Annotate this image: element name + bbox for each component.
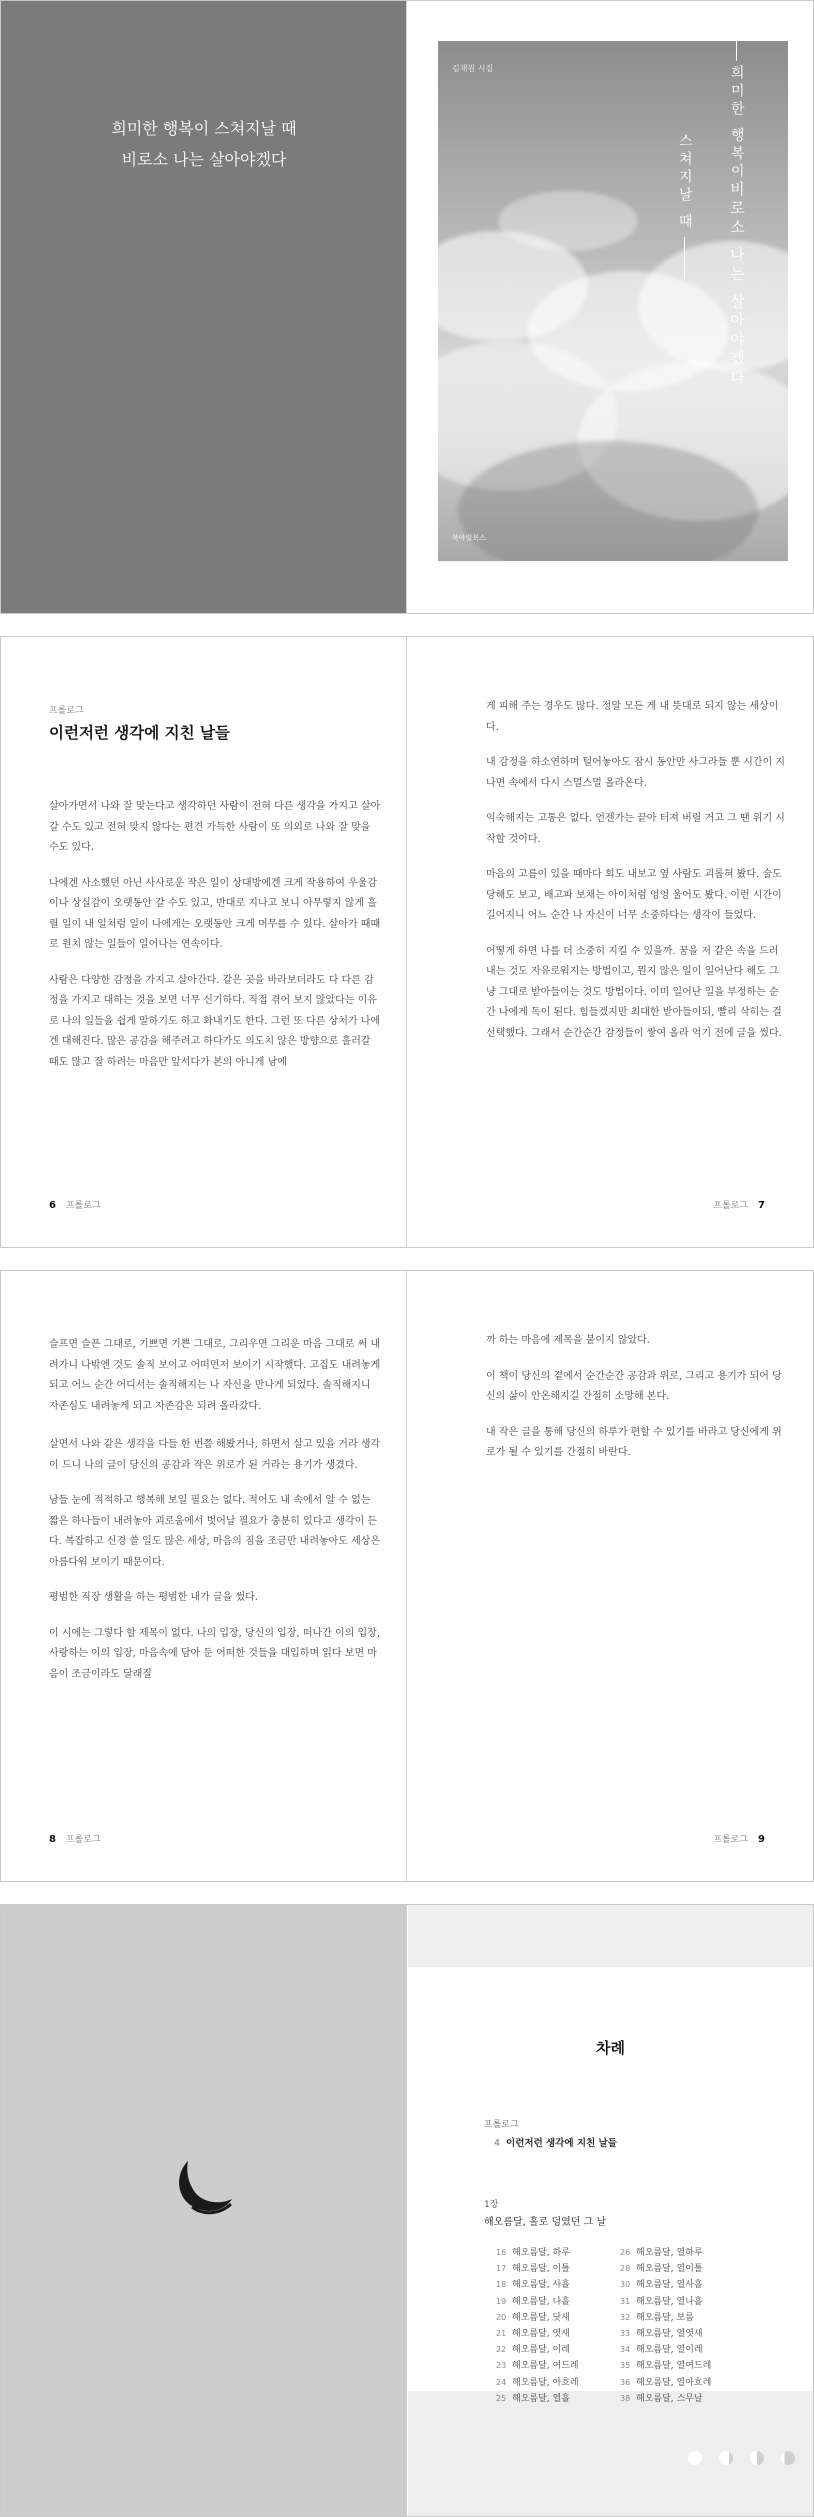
contents-title: 차례 — [596, 2039, 625, 2057]
page-number: 9 — [758, 1834, 765, 1845]
paragraph: 남들 눈에 적적하고 행복해 보일 필요는 없다. 적어도 내 속에서 알 수 없는 짧은 하나들이 내려놓아 괴로움에서 벗어날 필요가 충분히 있다고 생각이 든다. 복잡하고 신경 쓸 일도 많은 세상, 마음의 짐을 조금만 내려놓아도 세상은 아름다워 보이기 때문이다. — [49, 1495, 381, 1568]
body-text — [49, 1335, 381, 1700]
toc-item: 35 해오름달, 열여드레 — [620, 2361, 712, 2372]
cover-rule-top — [736, 41, 737, 61]
paragraph: 익숙해지는 고통은 없다. 언젠가는 끝아 터져 버릴 거고 그 땐 위기 시작할 것이다. — [486, 813, 785, 845]
paragraph: 나에겐 사소했던 아닌 사사로운 작은 일이 상대방에겐 크게 작용하여 우울감이나 상실감이 오랫동안 갈 수도 있고, 반대로 지나고 보니 아무렇지 않게 흘릴 일이 내 일처럼 일이 나에게는 오랫동안 크게 머무를 수 있다. 살아가 때때로 원치 않는 일들이 일어나는 연속이다. — [49, 877, 381, 950]
cover-title-line2: 스쳐지날 때 — [676, 133, 693, 232]
page-number: 7 — [758, 1200, 765, 1211]
cover-page — [408, 1, 813, 613]
section-label: 프롤로그 — [49, 706, 84, 716]
half-moon-icon — [750, 2451, 764, 2465]
paragraph: 이 책이 당신의 곁에서 순간순간 공감과 위로, 그리고 용기가 되어 당신의 삶이 안온해지길 간절히 소망해 본다. — [486, 1370, 782, 1402]
cover-author: 김재원 시집 — [452, 64, 494, 73]
toc-item: 24 해오름달, 아흐레 — [496, 2377, 579, 2388]
crescent-phase-icon — [781, 2451, 795, 2465]
paragraph: 내 작은 글을 통해 당신의 하루가 편할 수 있기를 바라고 당신에게 위로가 될 수 있기를 간절히 바란다. — [486, 1426, 782, 1458]
page-title: 이런저런 생각에 지친 날들 — [49, 724, 230, 742]
contents-card — [408, 1967, 813, 2404]
toc-item: 26 해오름달, 열하루 — [620, 2248, 703, 2258]
page-number: 6 — [49, 1200, 56, 1211]
page-footer — [49, 1198, 101, 1211]
body-text — [486, 697, 786, 1059]
paragraph: 살면서 나와 같은 생각을 다들 한 번쯤 해봤거나, 하면서 살고 있을 거라 생각이 드니 나의 글이 당신의 공감과 작은 위로가 된 거라는 용기가 생겼다. — [49, 1439, 381, 1471]
toc-item: 20 해오름달, 닷새 — [496, 2312, 570, 2323]
running-head: 프롤로그 — [713, 1835, 749, 1845]
toc-item: 19 해오름달, 나흘 — [496, 2296, 570, 2307]
toc-item: 18 해오름달, 사흘 — [496, 2280, 570, 2291]
cover-publisher: 북아일북스 — [452, 534, 486, 542]
moon-page — [1, 1905, 407, 2516]
paragraph: 어떻게 하면 나를 더 소중히 지킬 수 있을까. 꿈을 저 같은 속을 드러내는 것도 자유로워지는 방법이고, 뭔지 않은 일이 일어난다 해도 그냥 그대로 받아들이는 것도 방법이다. 이미 일어난 일을 부정하는 순간 나에게 독이 된다. 힘들겠지만 최대한 받아들이되, 빨리 삭히는 걸 선택했다. 그래서 순간순간 감정들이 쌓여 올라 억기 전에 글을 썼다. — [486, 945, 782, 1039]
paragraph: 슬프면 슬픈 그대로, 기쁘면 기쁜 그대로, 그리우면 그리운 마음 그대로 써 내려가니 나밖엔 것도 솔직 보이고 어떠먼저 보이기 시작했다. 고집도 내려놓게 되고 어느 순간 어디서는 솔직해지는 나 자신을 만나게 되었다. 솔직해지니 자존심도 내려놓게 되고 자존감은 되려 올라갔다. — [49, 1339, 381, 1412]
full-moon-icon — [688, 2451, 702, 2465]
moon-phase-icons — [676, 2447, 795, 2466]
toc-item: 34 해오름달, 열이레 — [620, 2345, 703, 2356]
toc-page-number: 4 — [494, 2138, 501, 2149]
toc-item: 23 해오름달, 여드레 — [496, 2361, 579, 2372]
cover-title-line1: 희미한 행복이 — [728, 65, 745, 182]
page-7 — [408, 637, 813, 1247]
toc-item: 32 해오름달, 보름 — [620, 2312, 694, 2323]
toc-item: 30 해오름달, 열사흘 — [620, 2280, 703, 2291]
running-head: 프롤로그 — [713, 1201, 749, 1211]
toc-item: 31 해오름달, 열나흘 — [620, 2296, 703, 2307]
toc-chapter-title: 해오름달, 홀로 덩였던 그 날 — [484, 2217, 607, 2228]
paragraph: 까 하는 마음에 제목을 붙이지 않았다. — [486, 1335, 650, 1346]
toc-entry-prologue — [494, 2135, 617, 2149]
quote-page — [1, 1, 407, 613]
paragraph: 내 감정을 하소연하며 털어놓아도 잠시 동안만 사그라들 뿐 시간이 지나면 속에서 다시 스멀스멀 올라온다. — [486, 757, 786, 789]
spread-contents — [0, 1904, 814, 2517]
paragraph: 평범한 직장 생활을 하는 평범한 내가 글을 썼다. — [49, 1592, 258, 1603]
toc-item: 28 해오름달, 열이틀 — [620, 2264, 703, 2275]
page-footer — [713, 1198, 765, 1211]
paragraph: 게 피해 주는 경우도 많다. 정말 모든 게 내 뜻대로 되지 않는 세상이다. — [486, 701, 779, 733]
toc-section-label: 프롤로그 — [484, 2120, 519, 2130]
page-9 — [408, 1271, 813, 1881]
toc-item: 33 해오름달, 열엿새 — [620, 2329, 703, 2340]
body-text — [49, 797, 381, 1088]
paragraph: 마음의 고름이 있을 때마다 회도 내보고 옆 사람도 괴롭혀 봤다. 술도 당해도 보고, 배고파 보채는 아이처럼 엉엉 울어도 봤다. 이런 시간이 길어지니 어느 순간 나 자신이 너무 소중하다는 생각이 들었다. — [486, 869, 782, 921]
page-footer — [49, 1832, 101, 1845]
paragraph: 이 시에는 그렇다 할 제목이 없다. 나의 입장, 당신의 입장, 떠나간 이의 입장, 사랑하는 이의 입장, 마음속에 담아 둔 어떠한 것들을 대입하며 읽다 보면 마음이 조금이라도 달래질 — [49, 1627, 380, 1680]
spread-prologue-2 — [0, 1270, 814, 1882]
paragraph: 사람은 다양한 감정을 가지고 살아간다. 같은 곳을 바라보더라도 다 다른 감정을 가지고 대하는 것을 보면 너무 신기하다. 직접 겪어 보지 않았다는 이유로 나의 일들을 쉽게 말하기도 하고 화내기도 한다. 그런 또 다른 상처가 나에겐 대해진다. 많은 공감을 해주려고 하다가도 의도치 않은 방향으로 흘러갈 때도 많고 잘 하려는 마음만 앞서다가 본의 아니게 남에 — [49, 974, 381, 1068]
spread-cover — [0, 0, 814, 614]
contents-page — [408, 1905, 813, 2516]
book-cover — [438, 41, 788, 561]
toc-item: 21 해오름달, 엿새 — [496, 2329, 570, 2340]
page-number: 8 — [49, 1834, 56, 1845]
page-8 — [1, 1271, 407, 1881]
gibbous-moon-icon — [719, 2451, 733, 2465]
cover-rule-mid — [684, 237, 685, 279]
page-footer — [713, 1832, 765, 1845]
toc-item: 16 해오름달, 하루 — [496, 2248, 570, 2258]
crescent-moon-icon — [172, 2155, 236, 2217]
running-head: 프롤로그 — [65, 1201, 101, 1211]
toc-column-2 — [620, 2245, 711, 2407]
cover-title-line3: 비로소 나는 살아야겠다 — [728, 181, 746, 389]
quote-text: 희미한 행복이 스쳐지날 때 비로소 나는 살아야겠다 — [111, 119, 297, 169]
body-text — [486, 1331, 786, 1479]
toc-item: 38 해오름달, 스무날 — [620, 2393, 703, 2404]
toc-entry-title: 이런저런 생각에 지친 날들 — [506, 2138, 617, 2149]
running-head: 프롤로그 — [65, 1835, 101, 1845]
toc-chapter-label: 1장 — [484, 2200, 499, 2210]
toc-item: 36 해오름달, 열아흐레 — [620, 2377, 712, 2388]
toc-item: 25 해오름달, 열흘 — [496, 2393, 570, 2404]
toc-item: 22 해오름달, 이레 — [496, 2345, 570, 2356]
toc-item: 17 해오름달, 이틀 — [496, 2264, 570, 2275]
paragraph: 살아가면서 나와 잘 맞는다고 생각하던 사람이 전혀 다른 생각을 가지고 살아갈 수도 있고 전혀 맞지 않다는 편견 가득한 사람이 또 의외로 나와 잘 맞을 수도 있다. — [49, 801, 381, 853]
spread-prologue-1 — [0, 636, 814, 1248]
cloud-shape — [498, 191, 638, 251]
toc-column-1 — [496, 2245, 579, 2407]
page-6 — [1, 637, 407, 1247]
